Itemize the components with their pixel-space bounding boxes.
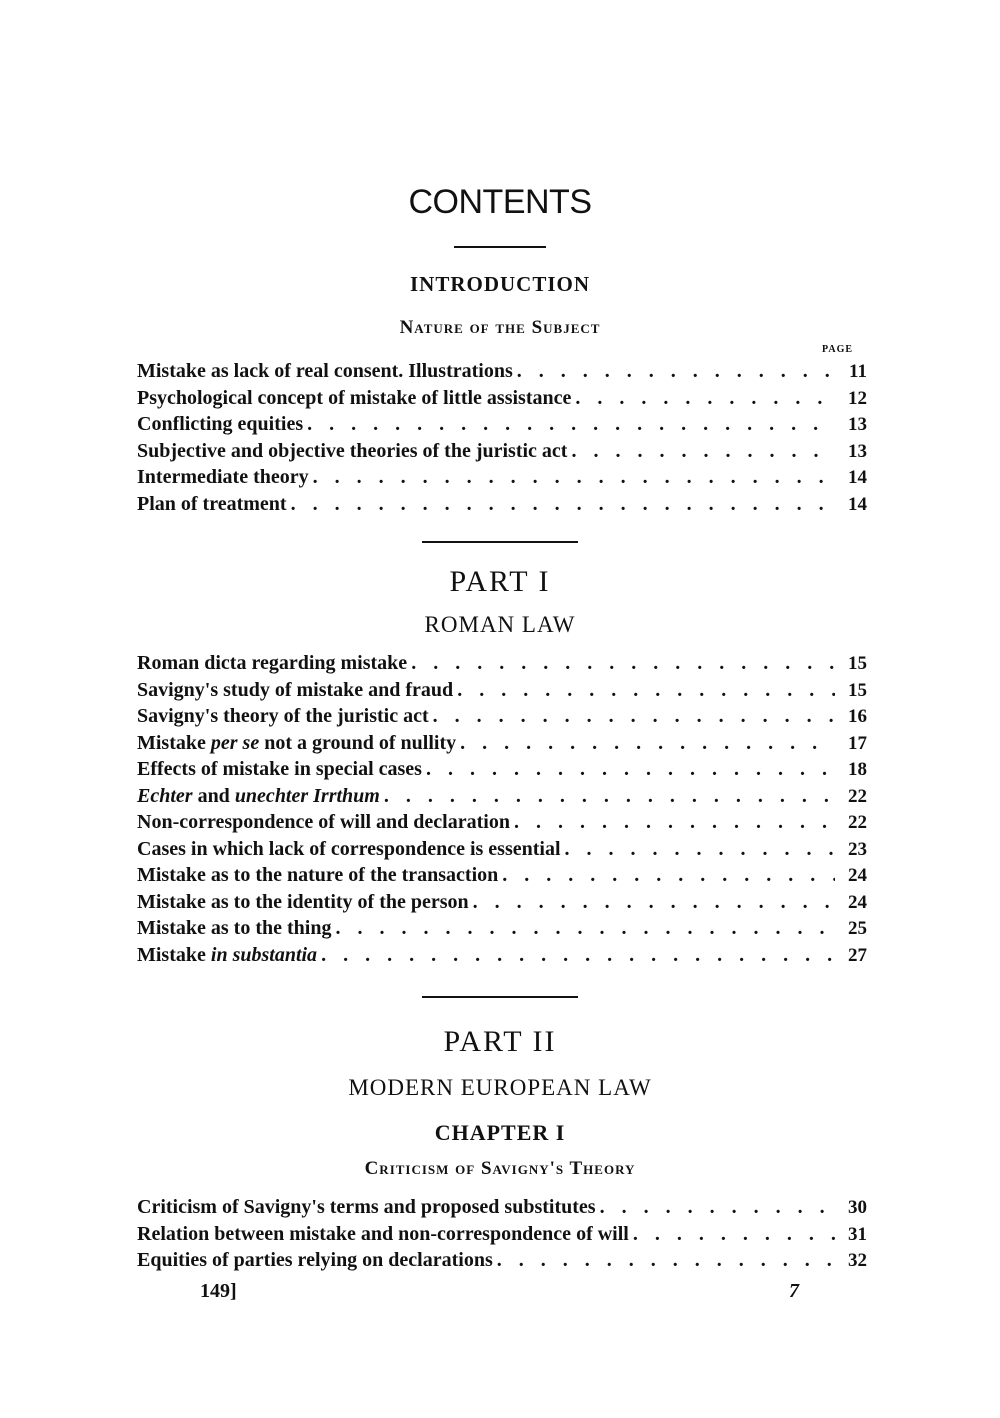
toc-entry-title: Mistake as to the nature of the transaction xyxy=(137,864,499,886)
leader-dots xyxy=(497,1249,835,1272)
title-text: Mistake xyxy=(137,731,211,754)
toc-entry-title: Mistake as lack of real consent. Illustrations xyxy=(137,360,513,382)
page-column-label: PAGE xyxy=(822,344,854,355)
toc-entry-title: Roman dicta regarding mistake xyxy=(137,652,408,674)
leader-dots xyxy=(460,732,835,755)
part-one-title: PART I xyxy=(449,565,551,598)
part-two-title: PART II xyxy=(443,1025,557,1058)
toc-entry-page: 25 xyxy=(848,918,867,939)
leader-dots xyxy=(571,440,835,463)
toc-entry-page: 18 xyxy=(848,759,867,780)
toc-entry-title: Mistake as to the thing xyxy=(137,917,332,939)
toc-entry-title xyxy=(137,944,317,967)
leader-dots xyxy=(291,493,835,516)
toc-entry-title: Conflicting equities xyxy=(137,413,304,435)
leader-dots xyxy=(517,360,835,383)
toc-entry xyxy=(137,652,867,679)
toc-entry xyxy=(137,811,867,838)
toc-entry-page: 24 xyxy=(848,891,867,913)
title-italic: in substantia xyxy=(210,943,318,966)
toc-entry xyxy=(137,493,867,520)
toc-entry-page: 27 xyxy=(848,944,867,966)
title-italic: Echter xyxy=(137,784,193,807)
toc-entry-page: 13 xyxy=(848,440,867,462)
introduction-heading: INTRODUCTION xyxy=(409,272,591,296)
toc-entry xyxy=(137,1196,867,1223)
page-number: 7 xyxy=(789,1280,799,1302)
leader-dots xyxy=(633,1223,835,1246)
toc-entry xyxy=(137,891,867,918)
toc-entry xyxy=(137,387,867,414)
title-text: and xyxy=(192,784,235,807)
part-two-toc xyxy=(137,1196,867,1276)
toc-entry-page: 32 xyxy=(848,1250,867,1271)
leader-dots xyxy=(426,758,835,781)
toc-entry-title: Savigny's study of mistake and fraud xyxy=(137,678,454,701)
toc-entry-page: 11 xyxy=(849,361,867,382)
page-title: CONTENTS xyxy=(408,183,592,221)
toc-entry-title: Effects of mistake in special cases xyxy=(137,758,422,780)
chapter-subheading: Criticism of Savigny's Theory xyxy=(364,1158,636,1179)
toc-entry xyxy=(137,917,867,944)
toc-entry xyxy=(137,360,867,387)
leader-dots xyxy=(565,838,835,861)
toc-entry-page: 12 xyxy=(848,387,867,409)
leader-dots xyxy=(411,652,835,675)
leader-dots xyxy=(313,466,835,489)
toc-entry xyxy=(137,440,867,467)
toc-entry-page: 15 xyxy=(848,653,867,674)
toc-entry xyxy=(137,838,867,865)
toc-entry xyxy=(137,944,867,971)
title-text: not a ground of nullity xyxy=(259,731,457,754)
toc-entry-title: Relation between mistake and non-correspondence of will xyxy=(137,1222,629,1245)
toc-entry-title: Non-correspondence of will and declaration xyxy=(137,811,510,833)
toc-entry-title: Cases in which lack of correspondence is essential xyxy=(137,837,561,860)
toc-entry-page: 22 xyxy=(848,785,867,807)
part-one-heading: ROMAN LAW xyxy=(424,612,576,637)
toc-entry xyxy=(137,466,867,493)
leader-dots xyxy=(321,944,835,967)
toc-entry xyxy=(137,785,867,812)
toc-entry xyxy=(137,679,867,706)
toc-entry-page: 17 xyxy=(848,732,867,754)
signature-mark: 149] xyxy=(200,1280,237,1302)
toc-entry-page: 14 xyxy=(848,467,867,488)
toc-entry-title: Savigny's theory of the juristic act xyxy=(137,705,429,727)
introduction-toc xyxy=(137,360,867,519)
leader-dots xyxy=(502,864,835,887)
toc-entry-page: 31 xyxy=(848,1223,867,1245)
toc-entry xyxy=(137,732,867,759)
toc-entry-title: Equities of parties relying on declarations xyxy=(137,1249,493,1271)
toc-entry-page: 22 xyxy=(848,812,867,833)
toc-entry xyxy=(137,1223,867,1250)
title-rule xyxy=(454,246,546,248)
leader-dots xyxy=(335,917,835,940)
toc-entry xyxy=(137,758,867,785)
title-italic: per se xyxy=(210,731,260,754)
leader-dots xyxy=(575,387,835,410)
leader-dots xyxy=(473,891,835,914)
toc-entry-title: Intermediate theory xyxy=(137,466,309,488)
leader-dots xyxy=(600,1196,835,1219)
toc-entry-page: 14 xyxy=(848,493,867,515)
toc-entry xyxy=(137,1249,867,1276)
toc-entry-title: Subjective and objective theories of the juristic act xyxy=(137,439,568,462)
toc-entry xyxy=(137,864,867,891)
part-two-heading: MODERN EUROPEAN LAW xyxy=(348,1075,652,1100)
chapter-heading: CHAPTER I xyxy=(434,1120,566,1145)
toc-entry-page: 15 xyxy=(848,679,867,701)
toc-entry xyxy=(137,705,867,732)
introduction-subheading: Nature of the Subject xyxy=(399,317,601,338)
toc-entry-title: Psychological concept of mistake of little assistance xyxy=(137,386,572,409)
toc-entry-page: 24 xyxy=(848,865,867,886)
toc-entry-page: 16 xyxy=(848,706,867,727)
leader-dots xyxy=(514,811,835,834)
leader-dots xyxy=(384,785,835,808)
section-rule xyxy=(422,541,578,543)
toc-entry-page: 23 xyxy=(848,838,867,860)
toc-entry-page: 13 xyxy=(848,414,867,435)
section-rule xyxy=(422,996,578,998)
toc-entry-title: Criticism of Savigny's terms and proposed substitutes xyxy=(137,1196,596,1218)
leader-dots xyxy=(433,705,835,728)
title-text: Mistake xyxy=(137,943,211,966)
toc-entry xyxy=(137,413,867,440)
leader-dots xyxy=(457,679,835,702)
leader-dots xyxy=(307,413,835,436)
toc-entry-title xyxy=(137,732,456,755)
title-italic: unechter Irrthum xyxy=(234,784,380,807)
toc-entry-title: Plan of treatment xyxy=(137,492,287,515)
toc-entry-title xyxy=(137,785,380,808)
part-one-toc xyxy=(137,652,867,970)
toc-entry-title: Mistake as to the identity of the person xyxy=(137,890,469,913)
toc-entry-page: 30 xyxy=(848,1197,867,1218)
